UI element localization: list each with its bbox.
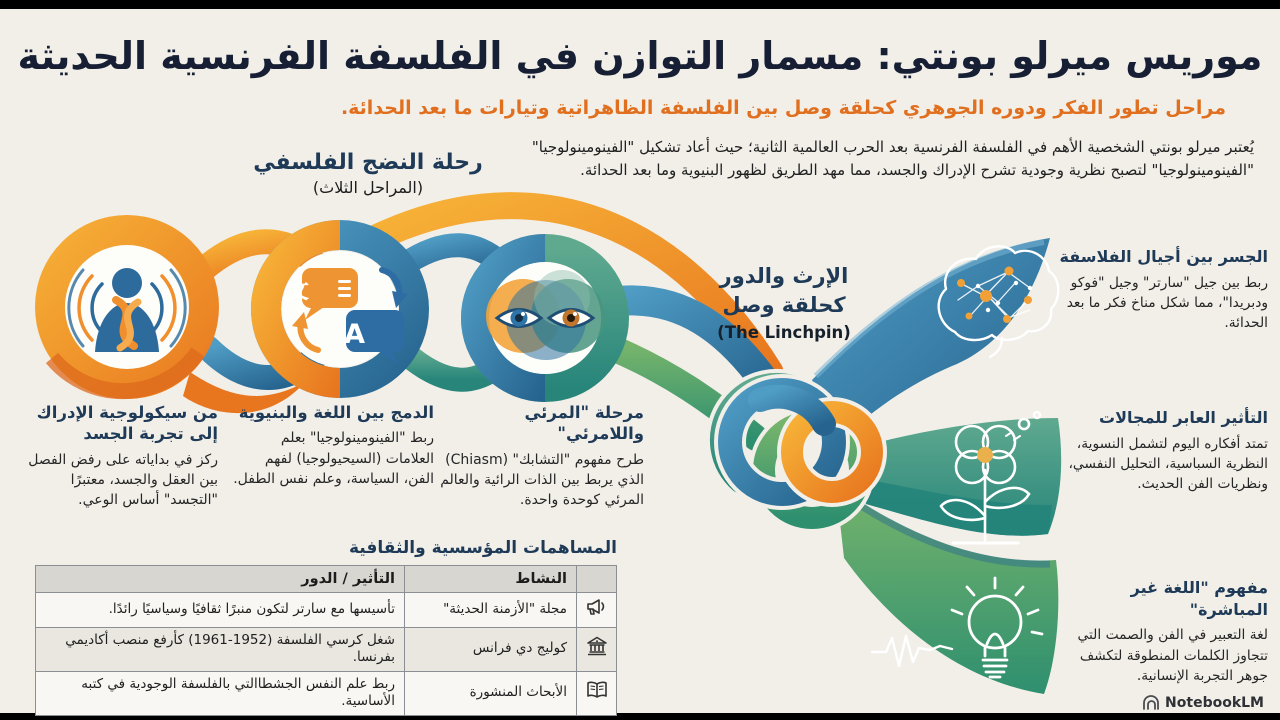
contributions-table <box>35 565 617 716</box>
stage-circle-language <box>266 235 414 383</box>
legacy-title: مفهوم "اللغة غير المباشرة" <box>1130 578 1268 619</box>
stage-title: مرحلة "المرئي واللامرئي" <box>524 403 644 444</box>
legacy-influence-text <box>1054 407 1268 495</box>
table-header-activity: النشاط <box>405 566 577 593</box>
intro-paragraph <box>464 136 1254 183</box>
table-header-impact: التأثير / الدور <box>36 566 405 593</box>
legacy-body: ربط بين جيل "سارتر" وجيل "فوكو ودبريدا"، مما شكل مناخ فكر ما بعد الحدائة. <box>1066 274 1268 332</box>
legacy-title: الجسر بين أجيال الفلاسفة <box>1059 247 1268 266</box>
linchpin-line-3: (The Linchpin) <box>717 322 851 342</box>
stage-body: ربط "الفينومينولوجيا" بعلم العلامات (السيحيولوجيا) لفهم الفن، السياسة، وعلم نفس الطفل. <box>233 430 434 488</box>
megaphone-icon <box>585 595 609 619</box>
stage-title: من سيكولوجية الإدراك إلى تجربة الجسد <box>36 403 218 444</box>
journey-heading-title: رحلة النضج الفلسفي <box>253 150 483 175</box>
table-cell-activity: مجلة "الأزمنة الحديثة" <box>405 593 577 628</box>
stage-language-text <box>232 402 434 489</box>
table-row <box>36 593 617 628</box>
table-cell-activity: الأبحاث المنشورة <box>405 671 577 715</box>
linchpin-label <box>688 262 880 342</box>
contributions-section <box>35 538 617 716</box>
linchpin-knot <box>721 384 872 518</box>
brand-name: NotebookLM <box>1165 695 1264 711</box>
open-book-icon <box>585 678 609 702</box>
intro-line-2: "الفينومينولوجيا" لتصبح نظرية وجودية تشرح الإدراك والجسد، مما مهد الطريق لظهور البنيوية وما بعد الحدائة. <box>580 161 1254 180</box>
table-row <box>36 671 617 715</box>
page-subtitle: مراحل تطور الفكر ودوره الجوهري كحلقة وصل بين الفلسفة الظاهراتية وتيارات ما بعد الحدائة. <box>340 97 1226 119</box>
contributions-table-title: المساهمات المؤسسية والثقافية <box>348 538 617 558</box>
journey-heading-subtitle: (المراحل الثلاث) <box>312 178 424 197</box>
svg-text:A: A <box>344 319 365 350</box>
table-header-icon <box>577 566 617 593</box>
svg-text:文: 文 <box>286 279 309 304</box>
table-header-row <box>36 566 617 593</box>
page-title: موريس ميرلو بونتي: مسمار التوازن في الفلسفة الفرنسية الحديثة <box>17 34 1263 78</box>
brand-watermark <box>1142 695 1264 711</box>
linchpin-line-1: الإرث والدور <box>719 264 849 288</box>
bank-building-icon <box>585 634 609 658</box>
legacy-body: لغة التعبير في الفن والصمت التي تتجاوز الكلمات المنطوقة لتكشف جوهر التجربة الإنسانية. <box>1077 627 1268 684</box>
legacy-language-text <box>1054 577 1268 686</box>
table-cell-activity: كوليج دي فرانس <box>405 627 577 671</box>
linchpin-line-2: كحلقة وصل <box>722 293 846 318</box>
legacy-body: تمتد أفكاره اليوم لتشمل النسوية، النظرية السباسية، التحليل النفسي، ونظريات الفن الحديث. <box>1068 435 1268 493</box>
journey-heading <box>248 150 488 197</box>
stage-chiasm-text <box>438 402 644 511</box>
stage-perception-text <box>22 402 218 511</box>
legacy-bridge-text <box>1054 246 1268 334</box>
table-row <box>36 627 617 671</box>
stage-body: طرح مفهوم "التشابك" (Chiasm) الذي يربط بين الذات الرائية والعالم المرئي كوحدة واحدة. <box>440 451 644 509</box>
legacy-title: التأثير العابر للمجالات <box>1099 408 1268 427</box>
table-cell-impact: تأسيسها مع سارتر لتكون منبرًا ثقافيًا وسياسيًا رائدًا. <box>36 593 405 628</box>
intro-line-1: يُعتبر ميرلو بونتي الشخصية الأهم في الفلسفة الفرنسية بعد الحرب العالمية الثانية؛ حيث أعاد تشكيل "الفينومينولوجيا" <box>531 138 1254 156</box>
stage-title: الدمج بين اللغة والبنيوية <box>238 403 434 422</box>
table-cell-impact: شغل كرسي الفلسفة (1952-1961) كأرفع منصب أكاديمي بفرنسا. <box>36 627 405 671</box>
stage-body: ركز في بداياته على رفض الفصل بين العقل والجسد، معتبرًا "التجسد" أساس الوعي. <box>28 451 218 509</box>
notebooklm-logo-icon <box>1142 695 1160 711</box>
table-cell-impact: ربط علم النفس الجشطاالتي بالفلسفة الوجودية في كتبه الأساسية. <box>36 671 405 715</box>
stage-circle-chiasm <box>475 248 615 388</box>
